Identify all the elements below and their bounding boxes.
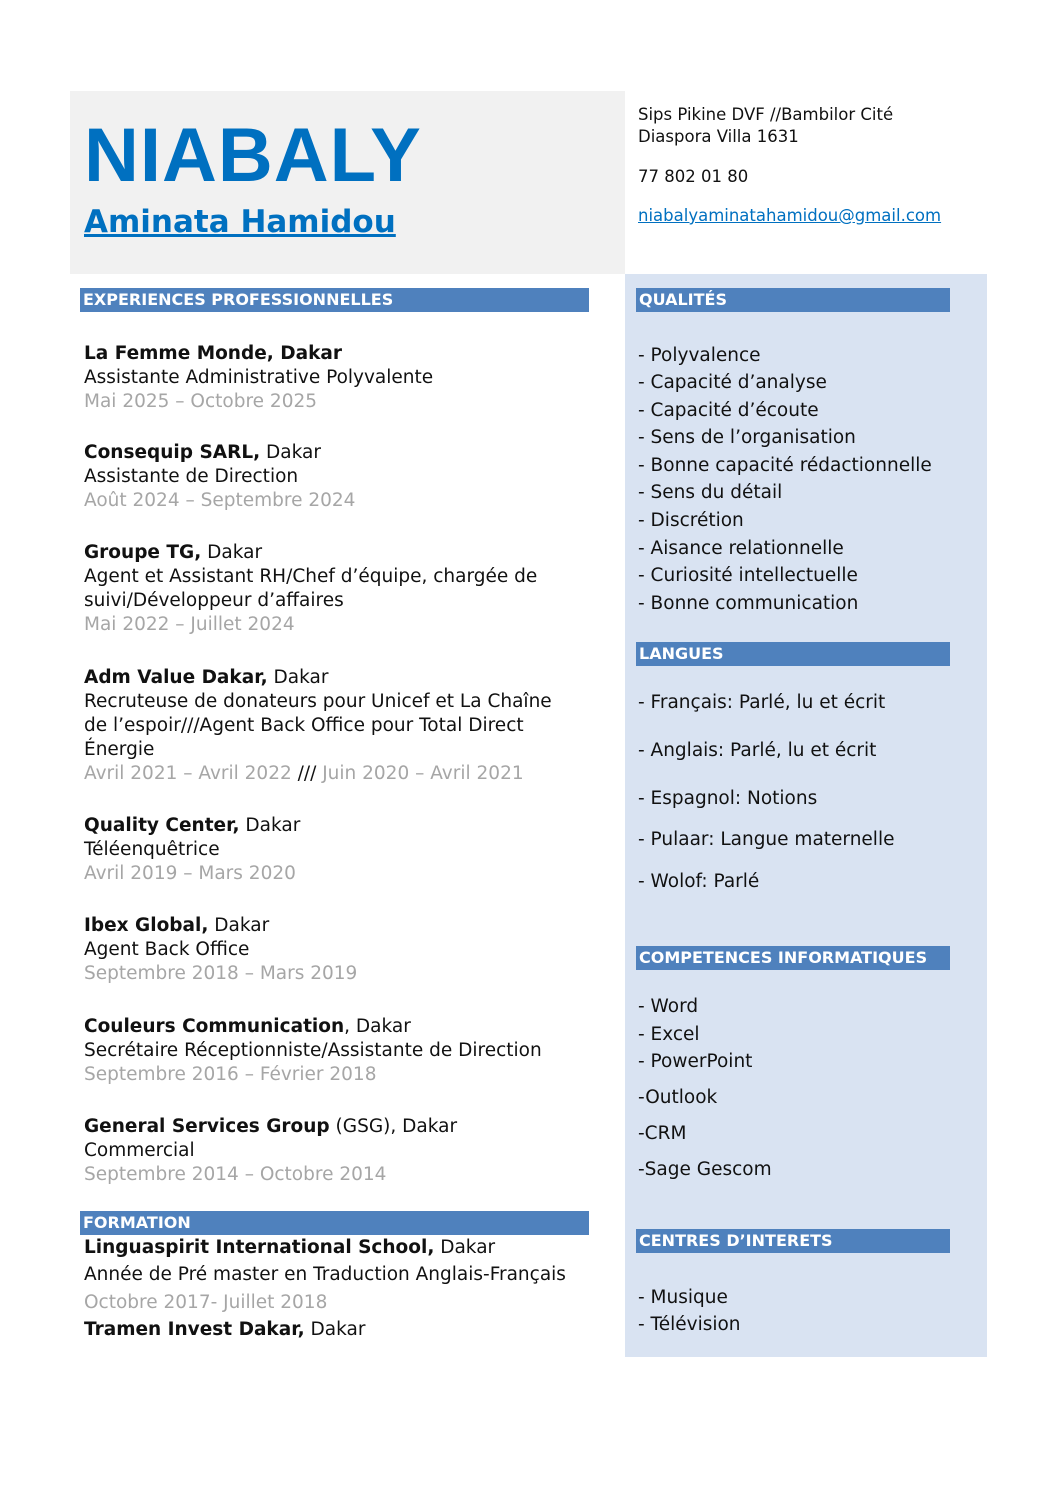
informatique-item: - Word xyxy=(638,996,699,1017)
experience-company: La Femme Monde, Dakar xyxy=(84,343,342,364)
address-line-2: Diaspora Villa 1631 xyxy=(638,127,799,146)
experience-place: (GSG), Dakar xyxy=(329,1116,458,1137)
experience-item xyxy=(84,1115,584,1187)
dates-separator: /// xyxy=(291,763,323,784)
informatique-item: -Outlook xyxy=(638,1087,718,1108)
experience-dates: Septembre 2016 – Février 2018 xyxy=(84,1064,377,1085)
qualite-item: - Aisance relationnelle xyxy=(638,538,844,559)
formation-school: Tramen Invest Dakar, xyxy=(84,1319,305,1340)
email-link[interactable]: niabalyaminatahamidou@gmail.com xyxy=(638,206,942,225)
section-formation-title: FORMATION xyxy=(80,1211,589,1235)
experience-role-line-3: Énergie xyxy=(84,739,155,760)
experience-place: Dakar xyxy=(267,667,329,688)
formation-school: Linguaspirit International School, xyxy=(84,1237,435,1258)
address-line-1: Sips Pikine DVF //Bambilor Cité xyxy=(638,105,894,124)
langue-item: - Français: Parlé, lu et écrit xyxy=(638,692,886,713)
qualite-item: - Capacité d’analyse xyxy=(638,372,827,393)
experience-place: , Dakar xyxy=(344,1016,411,1037)
experience-company: Adm Value Dakar, xyxy=(84,667,268,688)
section-qualites-title: QUALITÉS xyxy=(636,288,950,312)
experience-company: Ibex Global, xyxy=(84,915,209,936)
experience-item xyxy=(84,814,584,886)
experience-item xyxy=(84,666,584,786)
qualite-item: - Capacité d’écoute xyxy=(638,400,819,421)
qualite-item: - Curiosité intellectuelle xyxy=(638,565,858,586)
experience-dates: Septembre 2018 – Mars 2019 xyxy=(84,963,358,984)
experience-role: Téléenquêtrice xyxy=(84,839,220,860)
experience-dates: Mai 2025 – Octobre 2025 xyxy=(84,391,318,412)
langue-item: - Espagnol: Notions xyxy=(638,788,818,809)
experience-company: Consequip SARL, xyxy=(84,442,261,463)
informatique-item: -Sage Gescom xyxy=(638,1159,772,1180)
section-langues-title: LANGUES xyxy=(636,642,950,666)
informatique-item: - Excel xyxy=(638,1024,700,1045)
experience-company: Quality Center, xyxy=(84,815,240,836)
experience-item xyxy=(84,441,584,513)
langue-item: - Anglais: Parlé, lu et écrit xyxy=(638,740,877,761)
experience-role-line-2: de l’espoir///Agent Back Office pour Total Direct xyxy=(84,715,524,736)
experience-item xyxy=(84,342,584,414)
qualite-item: - Sens du détail xyxy=(638,482,783,503)
formation-item xyxy=(84,1236,584,1315)
experience-place: Dakar xyxy=(208,915,270,936)
experience-dates: Septembre 2014 – Octobre 2014 xyxy=(84,1164,387,1185)
langue-item: - Wolof: Parlé xyxy=(638,871,760,892)
informatique-item: - PowerPoint xyxy=(638,1051,753,1072)
experience-place: Dakar xyxy=(201,542,263,563)
formation-place: Dakar xyxy=(434,1237,496,1258)
qualite-item: - Bonne communication xyxy=(638,593,859,614)
experience-role: Recruteuse de donateurs pour Unicef et La Chaîne xyxy=(84,691,552,712)
experience-role: Assistante Administrative Polyvalente xyxy=(84,367,434,388)
surname: NIABALY xyxy=(84,113,422,198)
section-informatique-title: COMPETENCES INFORMATIQUES xyxy=(636,946,950,970)
experience-company: General Services Group xyxy=(84,1116,330,1137)
experience-place: Dakar xyxy=(260,442,321,463)
qualite-item: - Discrétion xyxy=(638,510,744,531)
first-names: Aminata Hamidou xyxy=(84,204,396,240)
experience-dates: Mai 2022 – Juillet 2024 xyxy=(84,614,295,635)
interet-item: - Musique xyxy=(638,1287,728,1308)
experience-item xyxy=(84,541,584,637)
qualite-item: - Sens de l’organisation xyxy=(638,427,856,448)
experience-company: Groupe TG, xyxy=(84,542,202,563)
experience-role-line-2: suivi/Développeur d’affaires xyxy=(84,590,344,611)
experience-item xyxy=(84,914,584,986)
experience-item xyxy=(84,1015,584,1087)
experience-role: Agent et Assistant RH/Chef d’équipe, chargée de xyxy=(84,566,538,587)
qualite-item: - Polyvalence xyxy=(638,345,761,366)
section-experiences-title: EXPERIENCES PROFESSIONNELLES xyxy=(80,288,589,312)
qualite-item: - Bonne capacité rédactionnelle xyxy=(638,455,932,476)
experience-dates: Août 2024 – Septembre 2024 xyxy=(84,490,356,511)
experience-role: Assistante de Direction xyxy=(84,466,299,487)
experience-place: Dakar xyxy=(239,815,301,836)
langue-item: - Pulaar: Langue maternelle xyxy=(638,829,895,850)
experience-company: Couleurs Communication xyxy=(84,1016,345,1037)
experience-role: Secrétaire Réceptionniste/Assistante de Direction xyxy=(84,1040,542,1061)
informatique-item: -CRM xyxy=(638,1123,687,1144)
interet-item: - Télévision xyxy=(638,1314,741,1335)
formation-place: Dakar xyxy=(304,1319,366,1340)
formation-dates: Octobre 2017- Juillet 2018 xyxy=(84,1292,328,1313)
experience-role: Commercial xyxy=(84,1140,195,1161)
phone: 77 802 01 80 xyxy=(638,167,749,186)
experience-dates: Avril 2021 – Avril 2022 xyxy=(84,763,292,784)
experience-dates: Avril 2019 – Mars 2020 xyxy=(84,863,296,884)
experience-dates-2: Juin 2020 – Avril 2021 xyxy=(322,763,524,784)
experience-role: Agent Back Office xyxy=(84,939,250,960)
formation-degree: Année de Pré master en Traduction Anglais-Français xyxy=(84,1264,566,1285)
formation-item xyxy=(84,1318,584,1342)
section-interets-title: CENTRES D’INTERETS xyxy=(636,1229,950,1253)
